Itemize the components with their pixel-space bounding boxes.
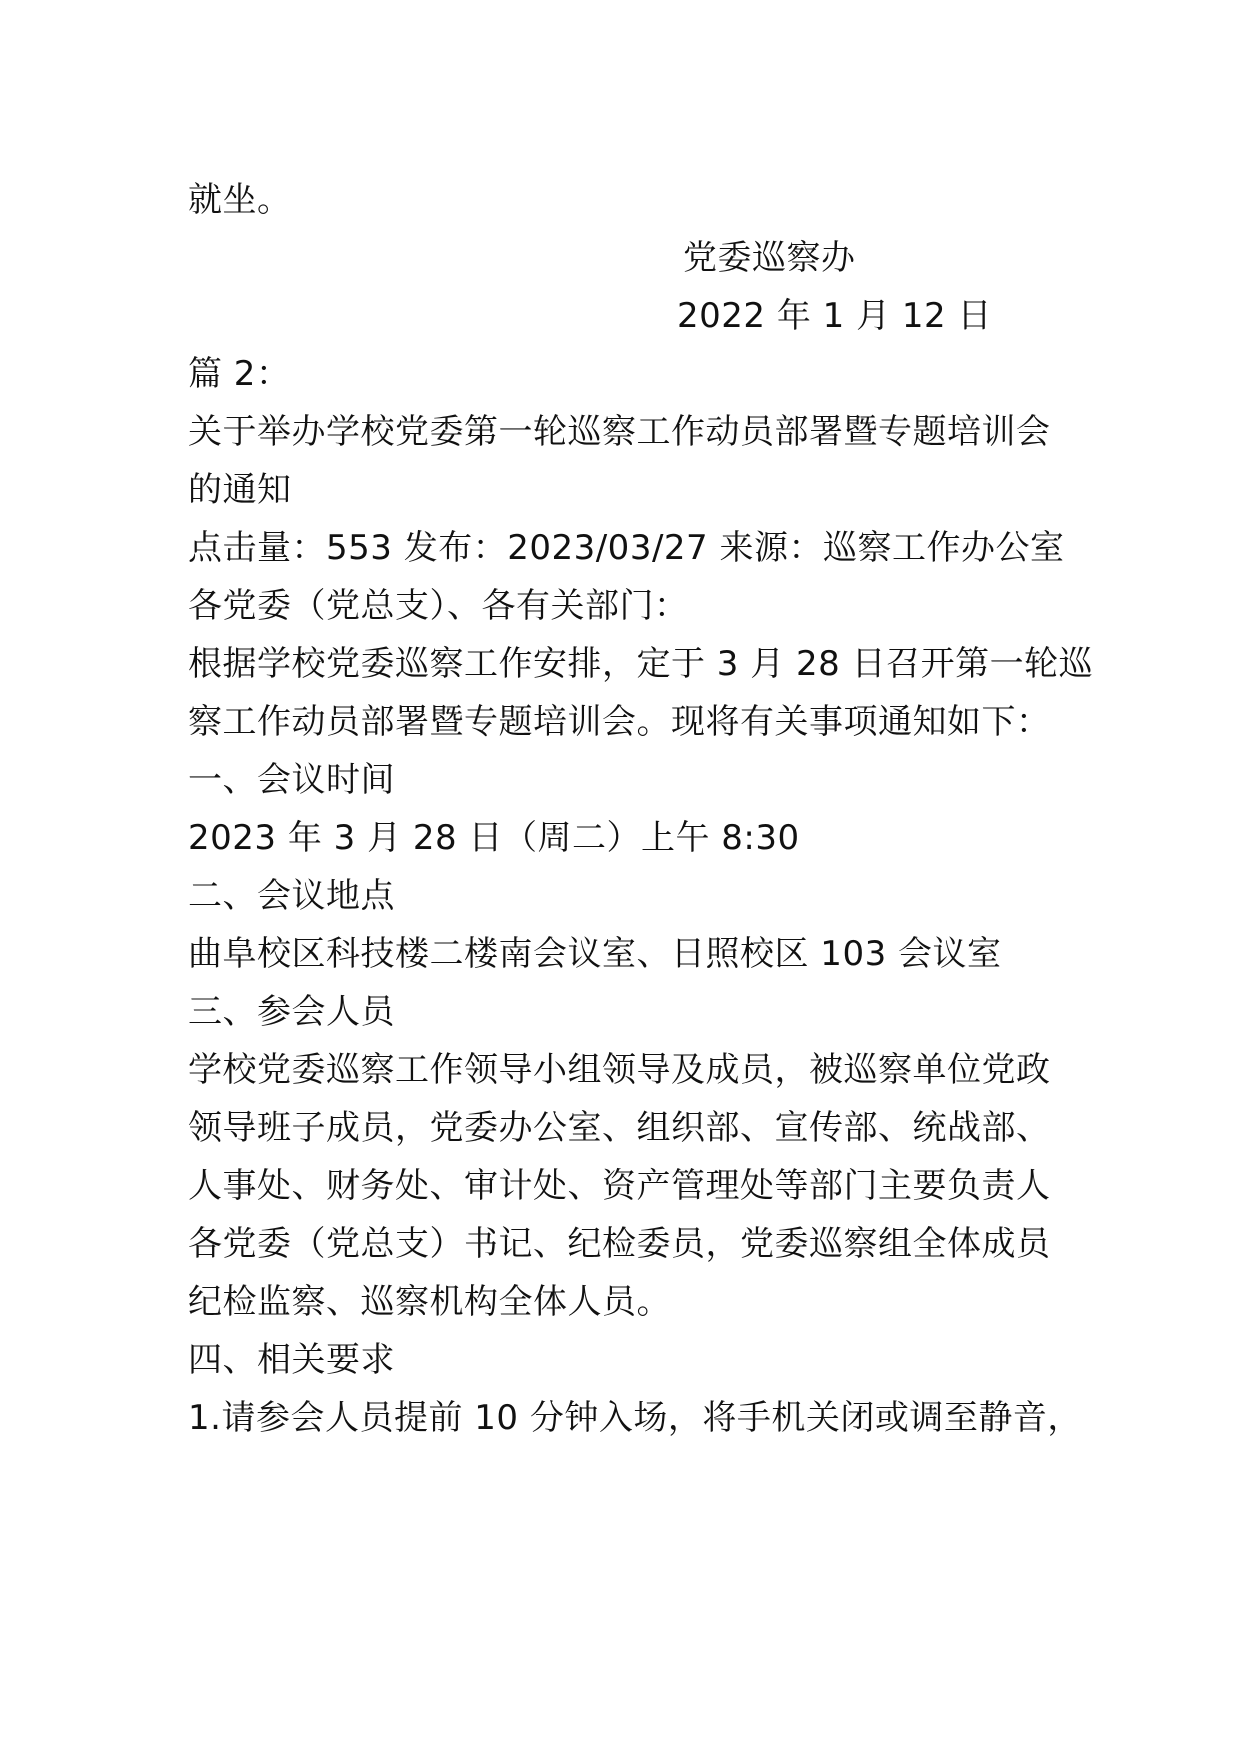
attendees-line: 领导班子成员，党委办公室、组织部、宣传部、统战部、 [188,1108,1051,1148]
salutation: 各党委（党总支）、各有关部门： [188,586,689,626]
notice-title-line-2: 的通知 [188,470,292,510]
text-line-continuation: 就坐。 [188,180,292,220]
attendees-line: 人事处、财务处、审计处、资产管理处等部门主要负责人 [188,1166,1051,1206]
signature-office: 党委巡察办 [683,238,856,278]
signature-date: 2022 年 1 月 12 日 [677,296,992,336]
requirement-item: 1.请参会人员提前 10 分钟入场，将手机关闭或调至静音， [188,1398,1082,1438]
meeting-location-value: 曲阜校区科技楼二楼南会议室、日照校区 103 会议室 [188,934,1002,974]
section-label: 篇 2： [188,354,291,394]
heading-meeting-location: 二、会议地点 [188,876,395,916]
attendees-line: 纪检监察、巡察机构全体人员。 [188,1282,671,1322]
attendees-line: 学校党委巡察工作领导小组领导及成员，被巡察单位党政 [188,1050,1051,1090]
heading-attendees: 三、参会人员 [188,992,395,1032]
meta-info: 点击量：553 发布：2023/03/27 来源：巡察工作办公室 [188,528,1065,568]
notice-title-line-1: 关于举办学校党委第一轮巡察工作动员部署暨专题培训会 [188,412,1051,452]
heading-meeting-time: 一、会议时间 [188,760,395,800]
attendees-line: 各党委（党总支）书记、纪检委员，党委巡察组全体成员 [188,1224,1051,1264]
body-paragraph-line: 察工作动员部署暨专题培训会。现将有关事项通知如下： [188,702,1051,742]
body-paragraph-line: 根据学校党委巡察工作安排，定于 3 月 28 日召开第一轮巡 [188,644,1094,684]
meeting-time-value: 2023 年 3 月 28 日（周二）上午 8:30 [188,818,800,858]
heading-requirements: 四、相关要求 [188,1340,395,1380]
